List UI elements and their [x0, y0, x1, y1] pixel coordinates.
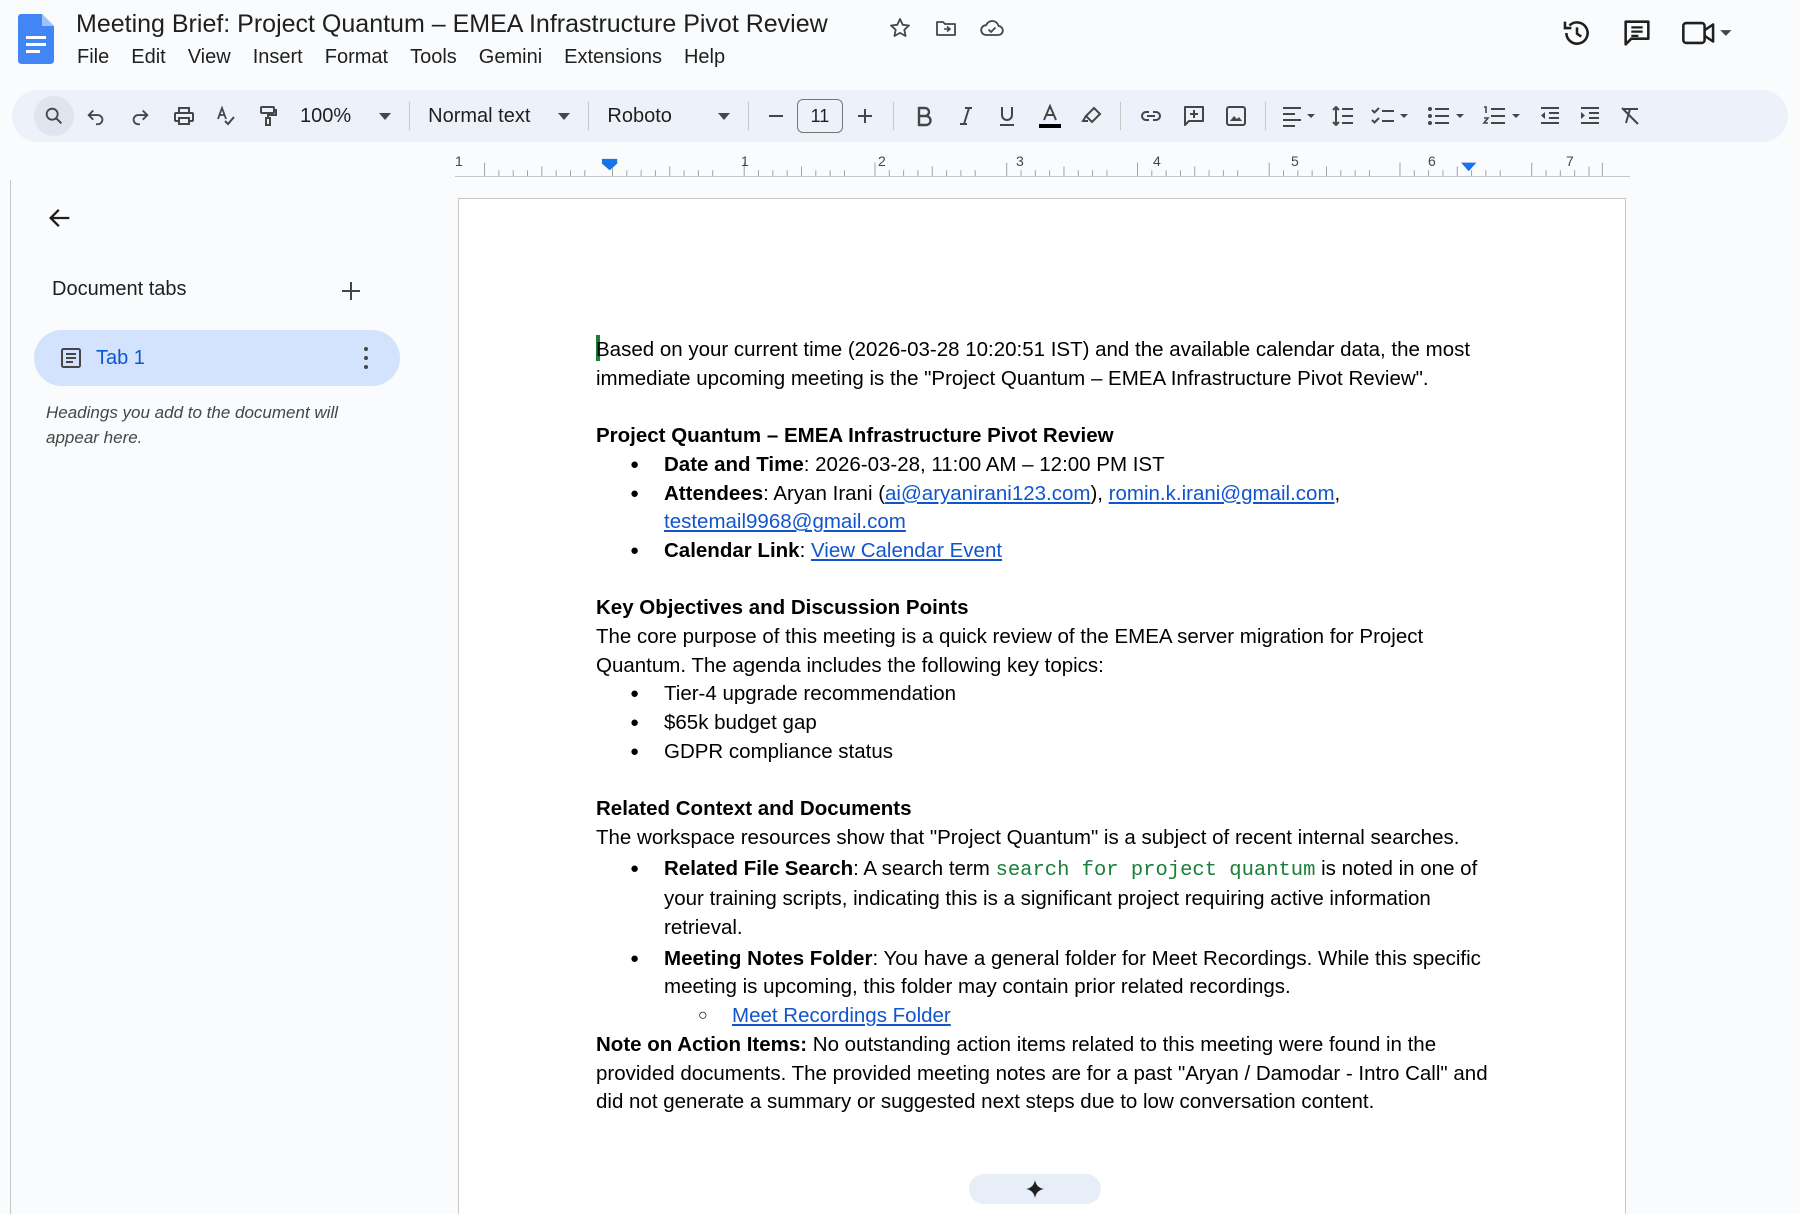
- paragraph-style-select[interactable]: [418, 105, 580, 128]
- topics-list: [596, 680, 1496, 766]
- meet-call-icon[interactable]: [1680, 16, 1732, 50]
- document-tab-icon: [60, 347, 82, 369]
- document-outline-sidebar: [12, 178, 432, 1214]
- ruler-label: 1: [455, 153, 463, 169]
- toolbar-divider: [1120, 102, 1121, 130]
- insert-image-icon[interactable]: [1215, 96, 1257, 136]
- font-size-field[interactable]: [795, 96, 845, 136]
- objectives-heading: Key Objectives and Discussion Points: [596, 596, 969, 620]
- action-items-paragraph: Note on Action Items: No outstanding action items related to this meeting were found in the provided documents. The provided meeting notes are for a past "Aryan / Damodar - Intro Call" and did not generate a summary or suggested next steps due to low conversation content.: [596, 1032, 1488, 1114]
- underline-icon[interactable]: [986, 96, 1028, 136]
- gemini-button[interactable]: [969, 1174, 1101, 1204]
- increase-font-size-icon[interactable]: [845, 96, 885, 136]
- increase-indent-icon[interactable]: [1570, 96, 1610, 136]
- add-comment-icon[interactable]: [1173, 96, 1215, 136]
- menu-bar: [66, 44, 736, 71]
- ruler-label: 4: [1153, 153, 1161, 169]
- italic-icon[interactable]: [946, 96, 986, 136]
- list-item: ● Tier-4 upgrade recommendation: [596, 680, 1496, 709]
- toolbar-divider: [1265, 102, 1266, 130]
- list-item: [596, 1002, 1496, 1031]
- font-size-value: 11: [797, 99, 843, 133]
- left-indent-marker[interactable]: [602, 159, 617, 170]
- decrease-indent-icon[interactable]: [1530, 96, 1570, 136]
- title-bar: [0, 0, 1800, 80]
- gemini-sparkle-icon: [1025, 1179, 1045, 1199]
- ruler-label: 6: [1428, 153, 1436, 169]
- sidebar-tab-1[interactable]: [34, 330, 400, 386]
- paint-format-icon[interactable]: [246, 96, 290, 136]
- move-folder-icon[interactable]: [930, 12, 962, 44]
- list-item: ● Calendar Link: View Calendar Event: [596, 537, 1496, 566]
- context-list: [596, 855, 1496, 1031]
- paragraph-style-value: Normal text: [428, 104, 531, 127]
- docs-logo-icon[interactable]: [18, 14, 54, 64]
- document-tabs-heading: Document tabs: [52, 278, 187, 300]
- formatting-toolbar: [12, 90, 1788, 142]
- highlight-color-icon[interactable]: [1072, 96, 1112, 136]
- vertical-ruler[interactable]: [0, 180, 11, 1214]
- list-item: ● GDPR compliance status: [596, 738, 1496, 767]
- menu-format[interactable]: Format: [324, 46, 389, 68]
- menu-edit[interactable]: Edit: [131, 46, 166, 68]
- decrease-font-size-icon[interactable]: [757, 96, 795, 136]
- horizontal-ruler[interactable]: [10, 155, 1800, 177]
- list-item: ● Meeting Notes Folder: You have a general folder for Meet Recordings. While this specific meeting is upcoming, this folder may contain prior related recordings.: [596, 945, 1496, 1002]
- insert-link-icon[interactable]: [1129, 96, 1173, 136]
- spellcheck-icon[interactable]: [206, 96, 246, 136]
- list-item: ● Related File Search: A search term search for project quantum is noted in one of your training scripts, indicating this is a significant project requiring active information retrieval.: [596, 855, 1496, 943]
- menu-file[interactable]: File: [77, 46, 110, 68]
- intro-paragraph: Based on your current time (2026-03-28 10:20:51 IST) and the available calendar data, the most immediate upcoming meeting is the "Project Quantum – EMEA Infrastructure Pivot Review".: [596, 335, 1496, 393]
- meet-recordings-link[interactable]: Meet Recordings Folder: [732, 1004, 951, 1028]
- font-family-value: Roboto: [607, 104, 672, 127]
- right-indent-marker[interactable]: [1461, 163, 1476, 172]
- headings-hint-text: Headings you add to the document will appear here.: [46, 403, 339, 447]
- tab-options-icon[interactable]: [356, 344, 376, 372]
- star-icon[interactable]: [884, 12, 916, 44]
- font-caret-icon: [718, 113, 730, 120]
- ruler-label: 2: [878, 153, 886, 169]
- menu-view[interactable]: View: [187, 46, 231, 68]
- print-icon[interactable]: [162, 96, 206, 136]
- document-page[interactable]: [458, 198, 1626, 1214]
- ruler-label: 7: [1566, 153, 1574, 169]
- text-color-icon[interactable]: [1028, 96, 1072, 136]
- list-item: ● $65k budget gap: [596, 709, 1496, 738]
- menu-help[interactable]: Help: [683, 46, 726, 68]
- search-menus-icon[interactable]: [34, 96, 74, 136]
- bulleted-list-icon[interactable]: [1418, 96, 1474, 136]
- cloud-saved-icon[interactable]: [976, 12, 1008, 44]
- toolbar-divider: [893, 102, 894, 130]
- bold-icon[interactable]: [902, 96, 946, 136]
- toolbar-divider: [409, 102, 410, 130]
- menu-gemini[interactable]: Gemini: [478, 46, 543, 68]
- list-item: ● Date and Time: 2026-03-28, 11:00 AM – 12:00 PM IST: [596, 451, 1496, 480]
- ruler-ticks: [455, 155, 1630, 177]
- toolbar-divider: [588, 102, 589, 130]
- redo-icon[interactable]: [118, 96, 162, 136]
- undo-icon[interactable]: [74, 96, 118, 136]
- email-link[interactable]: ai@aryanirani123.com: [885, 481, 1091, 505]
- toolbar-divider: [748, 102, 749, 130]
- email-link[interactable]: testemail9968@gmail.com: [664, 510, 906, 534]
- clear-formatting-icon[interactable]: [1610, 96, 1650, 136]
- context-heading: Related Context and Documents: [596, 797, 912, 821]
- tab-label: Tab 1: [96, 346, 145, 369]
- ruler-label: 1: [741, 153, 749, 169]
- numbered-list-icon[interactable]: [1474, 96, 1530, 136]
- document-body[interactable]: [596, 335, 1496, 1117]
- plus-icon: [340, 280, 362, 302]
- objectives-paragraph: The core purpose of this meeting is a quick review of the EMEA server migration for Project Quantum. The agenda includes the following key topics:: [596, 625, 1424, 677]
- ruler-label: 3: [1016, 153, 1024, 169]
- meeting-details-list: [596, 451, 1496, 566]
- zoom-caret-icon: [379, 113, 391, 120]
- menu-extensions[interactable]: Extensions: [564, 46, 662, 68]
- document-title[interactable]: Meeting Brief: Project Quantum – EMEA Infrastructure Pivot Review: [76, 10, 828, 38]
- add-tab-button[interactable]: [334, 274, 368, 308]
- ruler-label: 5: [1291, 153, 1299, 169]
- back-arrow-icon[interactable]: [42, 200, 78, 236]
- calendar-event-link[interactable]: View Calendar Event: [810, 538, 1003, 562]
- comments-icon[interactable]: [1620, 16, 1654, 50]
- style-caret-icon: [558, 113, 570, 120]
- code-snippet: search for project quantum: [995, 858, 1316, 882]
- list-item: ● Attendees: Aryan Irani (ai@aryanirani123.com), romin.k.irani@gmail.com, testemail9968@gmail.com: [596, 480, 1496, 537]
- menu-insert[interactable]: Insert: [252, 46, 303, 68]
- line-spacing-icon[interactable]: [1324, 96, 1362, 136]
- font-family-select[interactable]: [597, 105, 740, 128]
- align-left-icon[interactable]: [1274, 96, 1324, 136]
- meeting-heading: Project Quantum – EMEA Infrastructure Pivot Review: [596, 424, 1114, 448]
- zoom-value: 100%: [300, 104, 352, 127]
- menu-tools[interactable]: Tools: [410, 46, 457, 68]
- email-link[interactable]: romin.k.irani@gmail.com: [1108, 481, 1335, 505]
- version-history-icon[interactable]: [1560, 16, 1594, 50]
- context-paragraph: The workspace resources show that "Project Quantum" is a subject of recent internal searches.: [596, 825, 1460, 849]
- checklist-icon[interactable]: [1362, 96, 1418, 136]
- zoom-select[interactable]: [290, 105, 401, 128]
